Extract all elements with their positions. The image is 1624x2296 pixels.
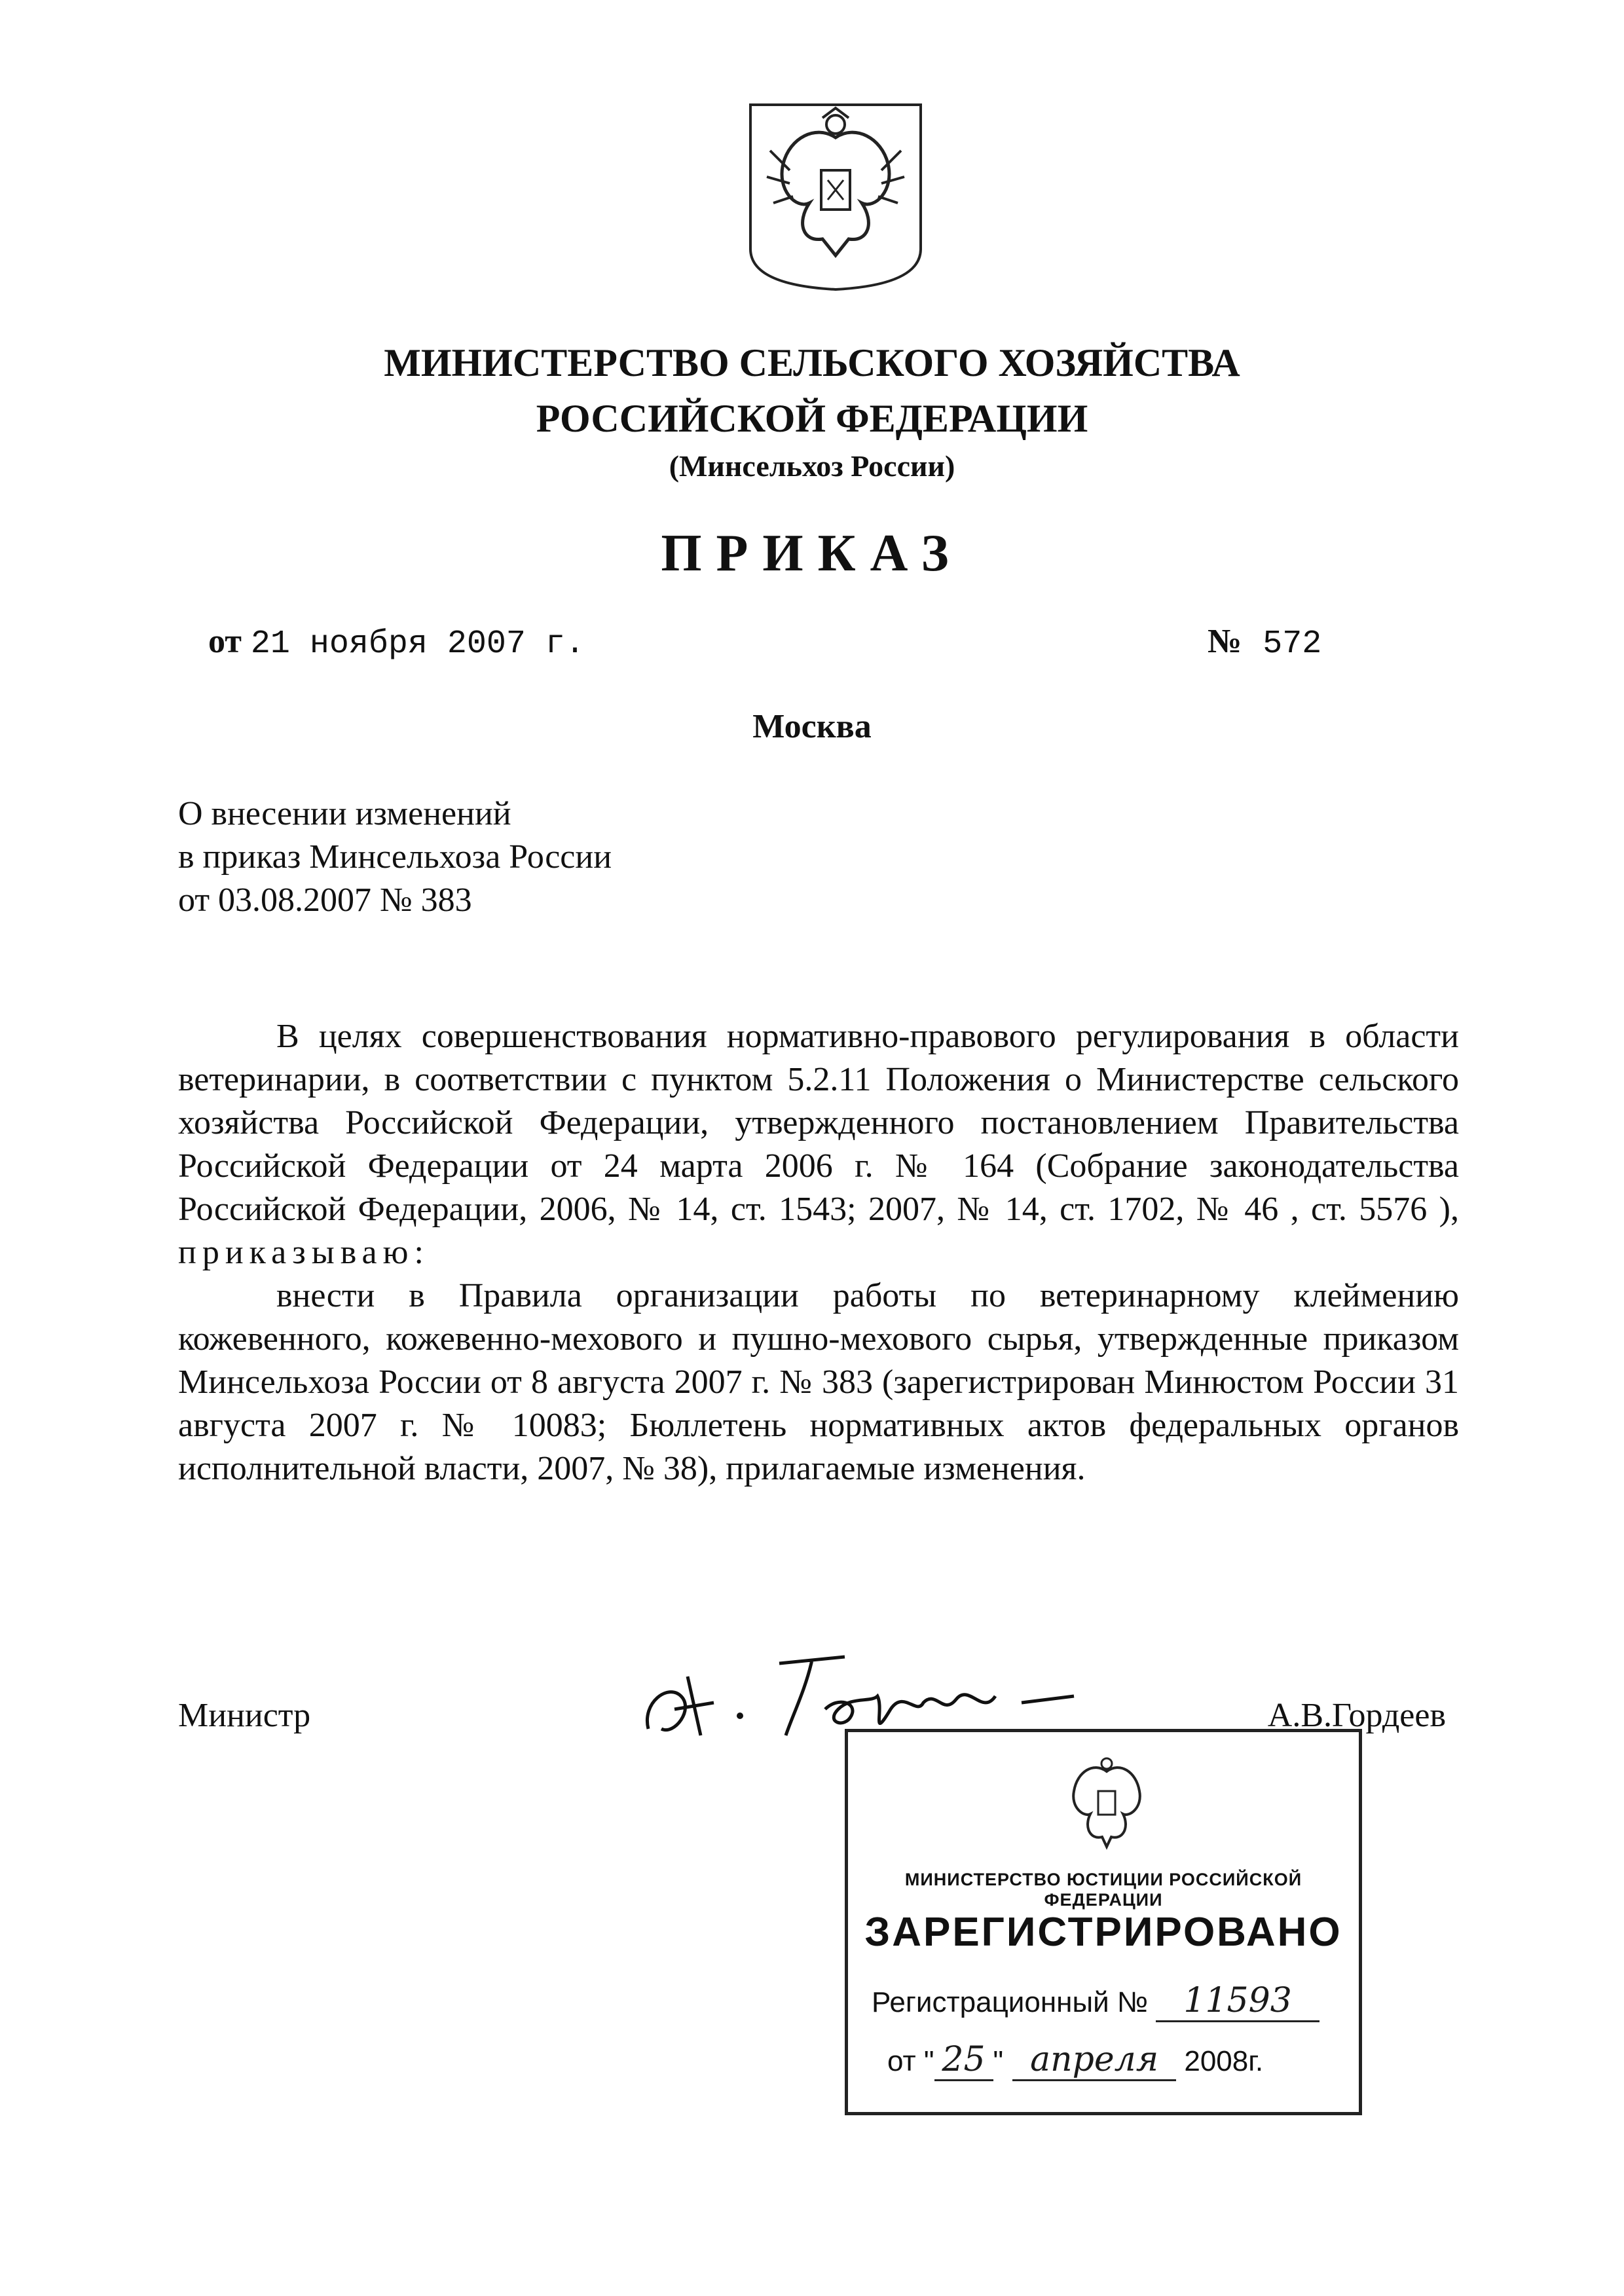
subject-line: от 03.08.2007 № 383: [178, 881, 472, 919]
stamp-registration-number: [872, 1981, 1320, 2022]
registration-stamp: [845, 1729, 1362, 2115]
date-label: от: [208, 623, 242, 660]
signatory-title: Министр: [178, 1697, 311, 1734]
stamp-registration-date: от " 25 " апреля 2008г.: [887, 2040, 1263, 2081]
reg-number-label: Регистрационный №: [872, 1986, 1149, 2018]
stamp-registered-label: ЗАРЕГИСТРИРОВАНО: [864, 1910, 1342, 1955]
number-value: 572: [1263, 625, 1322, 663]
ministry-short-name: (Минсельхоз России): [669, 449, 955, 483]
reg-number-value: 11593: [1156, 1981, 1320, 2022]
reg-date-year: 2008: [1184, 2045, 1249, 2077]
preamble-text: В целях совершенствования нормативно-правового регулирования в области ветеринарии, в соответствии с пунктом 5.2.11 Положения о Министерстве сельского хозяйства Российской Федерации, утвержденного постановлением Правительства Российской Федерации от 24 марта 2006 г. № 164 (Собрание законодательства Российской Федерации, 2006, № 14, ст. 1543; 2007, № 14, ст. 1702, № 46 , ст. 5576 ),: [178, 1018, 1459, 1228]
ministry-name-line2: РОССИЙСКОЙ ФЕДЕРАЦИИ: [536, 397, 1088, 440]
reg-date-month: апреля: [1012, 2040, 1176, 2081]
stamp-emblem: [1064, 1752, 1149, 1850]
order-subject: [178, 792, 612, 922]
order-body: [178, 1015, 1459, 1491]
subject-line: в приказ Минсельхоза России: [178, 838, 612, 876]
signatory-name: А.В.Гордеев: [1267, 1697, 1446, 1734]
subject-line: О внесении изменений: [178, 795, 511, 832]
body-paragraph-preamble: [178, 1015, 1459, 1274]
reg-date-prefix: от: [887, 2045, 916, 2077]
body-paragraph-directive: внести в Правила организации работы по ветеринарному клеймению кожевенного, кожевенно-мехового и пушно-мехового сырья, утвержденные приказом Минсельхоза России от 8 августа 2007 г. № 383 (зарегистрирован Минюстом России 31 августа 2007 г. № 10083; Бюллетень нормативных актов федеральных органов исполнительной власти, 2007, № 38), прилагаемые изменения.: [178, 1277, 1459, 1487]
coat-of-arms-emblem: [744, 98, 927, 295]
reg-date-day: 25: [934, 2040, 993, 2081]
order-date: [208, 622, 585, 663]
order-number: [1208, 622, 1321, 663]
number-label: №: [1208, 623, 1242, 660]
ministry-name-line1: МИНИСТЕРСТВО СЕЛЬСКОГО ХОЗЯЙСТВА: [384, 341, 1240, 384]
city: Москва: [752, 708, 872, 745]
order-word: приказываю:: [178, 1234, 430, 1271]
reg-date-suffix: г.: [1248, 2045, 1264, 2077]
date-value: 21 ноября 2007 г.: [250, 625, 585, 663]
stamp-agency: МИНИСТЕРСТВО ЮСТИЦИИ РОССИЙСКОЙ ФЕДЕРАЦИИ: [904, 1870, 1302, 1910]
document-title: ПРИКАЗ: [661, 525, 963, 582]
